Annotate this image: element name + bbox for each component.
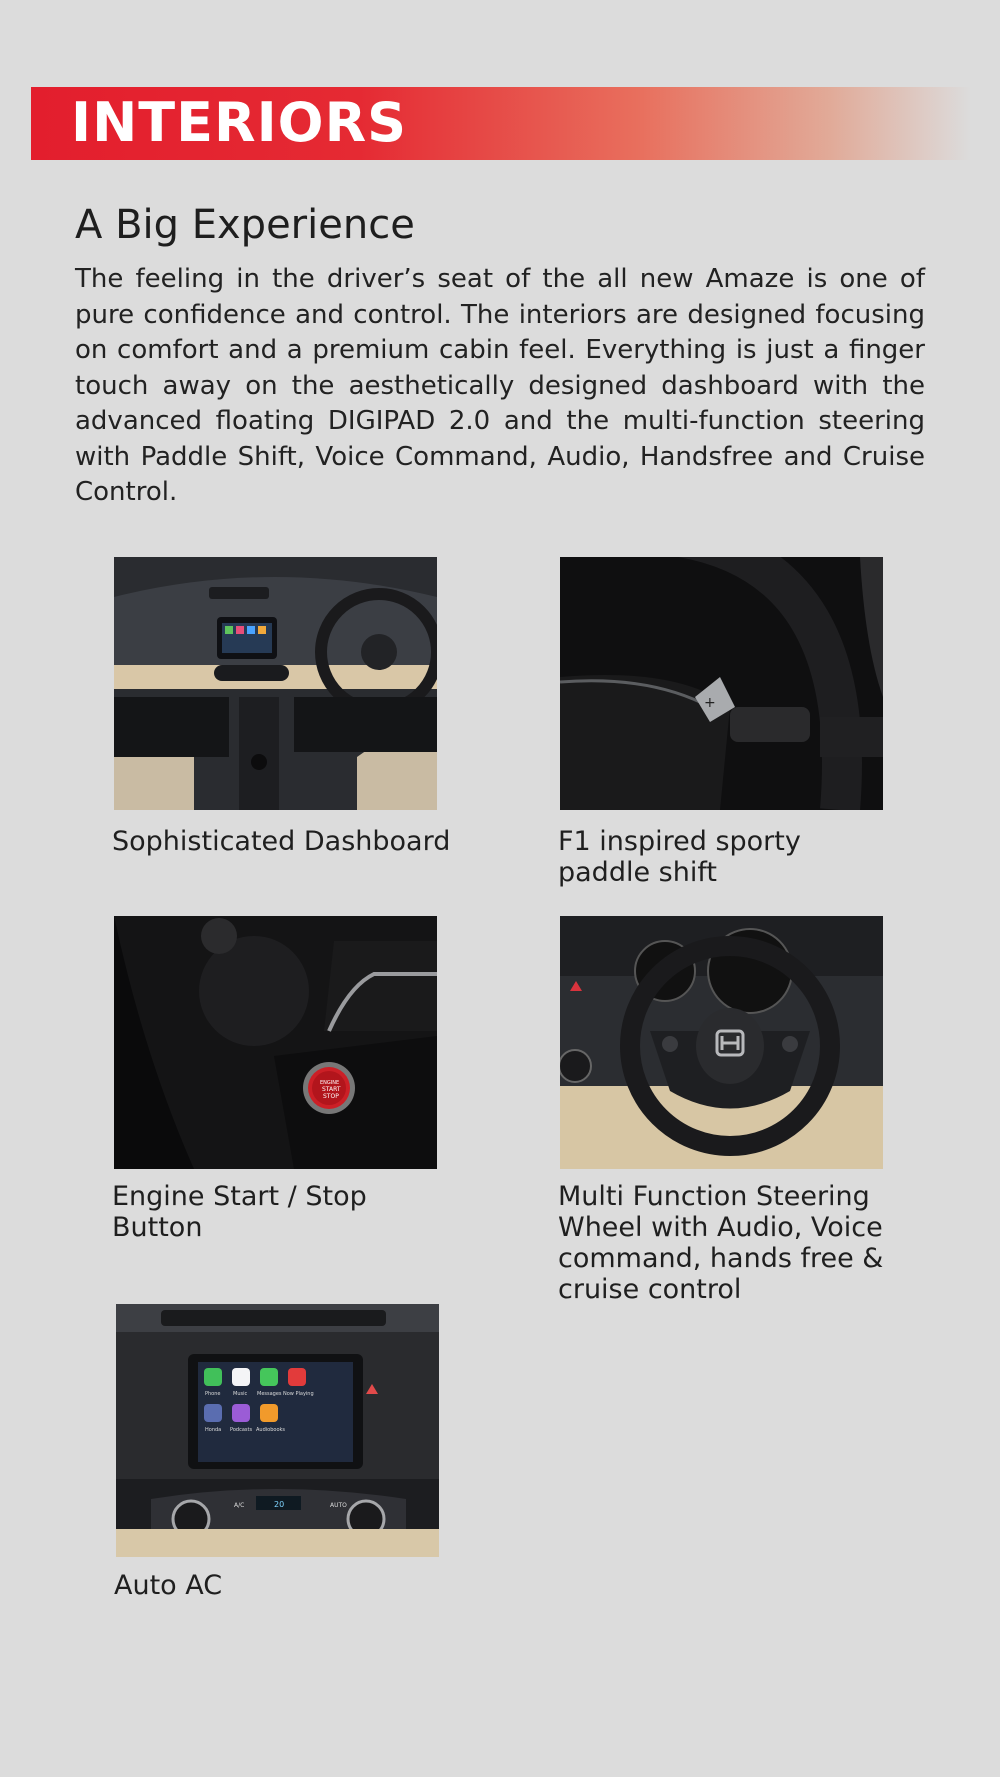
start-label-2: START bbox=[322, 1086, 341, 1093]
app-label-audiobooks: Audiobooks bbox=[256, 1427, 286, 1433]
ac-label-ac: A/C bbox=[234, 1502, 245, 1509]
app-label-honda: Honda bbox=[205, 1427, 222, 1433]
paddle-shift-photo bbox=[560, 557, 883, 810]
section-heading: A Big Experience bbox=[75, 202, 415, 248]
caption-steering-wheel: Multi Function Steering Wheel with Audio, Voice command, hands free & cruise control bbox=[558, 1181, 884, 1305]
ac-label-auto: AUTO bbox=[330, 1502, 347, 1509]
start-label-1: ENGINE bbox=[320, 1080, 340, 1086]
app-label-now-playing: Now Playing bbox=[283, 1391, 314, 1397]
caption-dashboard: Sophisticated Dashboard bbox=[112, 826, 451, 857]
engine-start-photo bbox=[114, 916, 437, 1169]
app-label-podcasts: Podcasts bbox=[230, 1427, 253, 1433]
section-banner bbox=[31, 87, 971, 160]
steering-wheel-photo bbox=[560, 916, 883, 1169]
dashboard-photo bbox=[114, 557, 437, 810]
caption-engine-start: Engine Start / Stop Button bbox=[112, 1181, 367, 1243]
app-label-messages: Messages bbox=[257, 1391, 282, 1397]
caption-paddle-shift: F1 inspired sporty paddle shift bbox=[558, 826, 801, 888]
auto-ac-photo bbox=[116, 1304, 439, 1557]
banner-title: INTERIORS bbox=[71, 91, 408, 154]
caption-auto-ac: Auto AC bbox=[114, 1570, 223, 1601]
app-label-phone: Phone bbox=[205, 1391, 221, 1397]
svg-text:+: + bbox=[704, 695, 716, 711]
ac-temp-readout: 20 bbox=[274, 1500, 285, 1509]
start-label-3: STOP bbox=[323, 1093, 339, 1100]
section-paragraph: The feeling in the driver’s seat of the all new Amaze is one of pure confidence and control. The interiors are designed focusing on comfort and a premium cabin feel. Everything is just a finger touch away on the aesthetically designed dashboard with the advanced floating DIGIPAD 2.0 and the multi-function steering with Paddle Shift, Voice Command, Audio, Handsfree and Cruise Control. bbox=[75, 264, 925, 507]
app-label-music: Music bbox=[233, 1391, 248, 1397]
